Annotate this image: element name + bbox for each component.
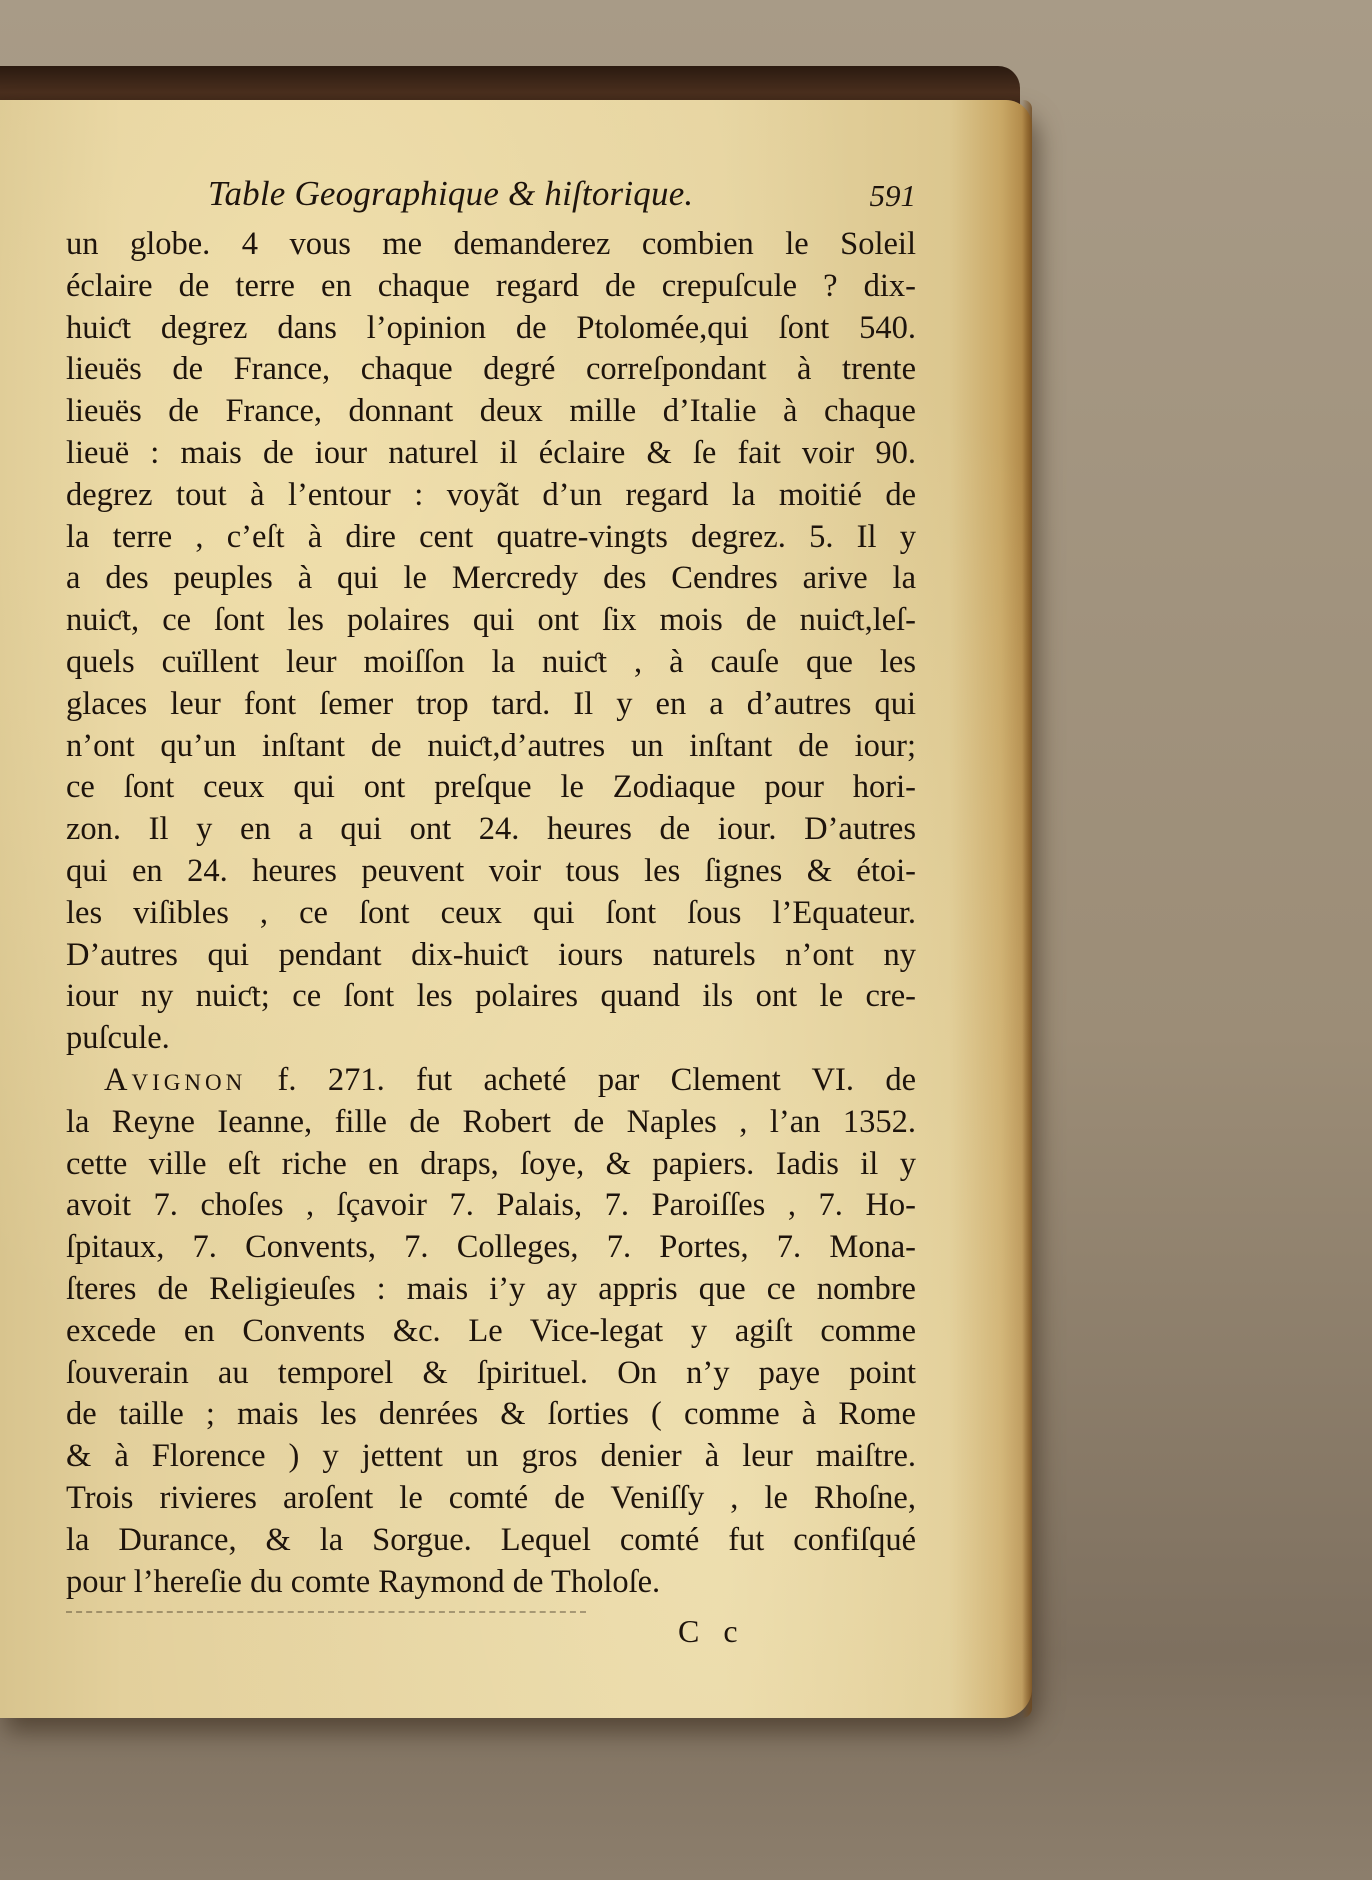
- text-line: de taille ; mais les denrées & ſorties ( comme à Rome: [66, 1396, 916, 1433]
- running-title: Table Geographique & hiſtorique.: [208, 174, 694, 213]
- text-line: n’ont qu’un inſtant de nuiƈt,d’autres un inſtant de iour;: [66, 727, 916, 764]
- paragraph-continuation: [66, 224, 916, 1060]
- text-line: & à Florence ) y jettent un gros denier à leur maiſtre.: [66, 1438, 916, 1475]
- text-line: D’autres qui pendant dix-huiƈt iours naturels n’ont ny: [66, 936, 916, 973]
- text-line: a des peuples à qui le Mercredy des Cendres arive la: [66, 560, 916, 597]
- text-block: [66, 174, 916, 1653]
- text-line: zon. Il y en a qui ont 24. heures de iour. D’autres: [66, 811, 916, 848]
- text-line: ſpitaux, 7. Convents, 7. Colleges, 7. Portes, 7. Mona-: [66, 1229, 916, 1266]
- text-line: un globe. 4 vous me demanderez combien le Soleil: [66, 226, 916, 262]
- text-line: ce ſont ceux qui ont preſque le Zodiaque pour hori-: [66, 769, 916, 806]
- text-line: puſcule.: [66, 1020, 170, 1057]
- text-line: nuiƈt, ce ſont les polaires qui ont ſix mois de nuiƈt,leſ-: [66, 602, 916, 639]
- text-line: excede en Convents &c. Le Vice-legat y agiſt comme: [66, 1312, 916, 1349]
- text-line: les viſibles , ce ſont ceux qui ſont ſous l’Equateur.: [66, 894, 916, 931]
- entry-headword: Avignon: [104, 1061, 247, 1098]
- text-line: huiƈt degrez dans l’opinion de Ptolomée,qui ſont 540.: [66, 309, 916, 346]
- footer-rule: [66, 1611, 586, 1613]
- book-page: [0, 100, 1032, 1718]
- text-line: la terre , c’eſt à dire cent quatre-vingts degrez. 5. Il y: [66, 518, 916, 555]
- entry-avignon: [66, 1060, 916, 1603]
- text-line: ſteres de Religieuſes : mais i’y ay appris que ce nombre: [66, 1270, 916, 1307]
- text-line: iour ny nuiƈt; ce ſont les polaires quand ils ont le cre-: [66, 978, 916, 1015]
- page-footer: [66, 1609, 916, 1653]
- text-line: ſouverain au temporel & ſpirituel. On n’y paye point: [66, 1354, 916, 1391]
- text-line: pour l’hereſie du comte Raymond de Tholoſe.: [66, 1563, 661, 1600]
- signature-mark: C c: [678, 1613, 746, 1650]
- text-line: éclaire de terre en chaque regard de crepuſcule ? dix-: [66, 267, 916, 304]
- text-line: quels cuïllent leur moiſſon la nuiƈt , à cauſe que les: [66, 643, 916, 680]
- text-line: qui en 24. heures peuvent voir tous les ſignes & étoi-: [66, 852, 916, 889]
- text-line: Trois rivieres aroſent le comté de Veniſſy , le Rhoſne,: [66, 1479, 916, 1516]
- text-line: cette ville eſt riche en draps, ſoye, & papiers. Iadis il y: [66, 1145, 916, 1182]
- text-line: lieuë : mais de iour naturel il éclaire & ſe fait voir 90.: [66, 434, 916, 471]
- text-line: glaces leur font ſemer trop tard. Il y en a d’autres qui: [66, 685, 916, 722]
- entry-first-line-text: f. 271. fut acheté par Clement VI. de: [246, 1061, 916, 1098]
- entry-first-line: [66, 1060, 916, 1102]
- text-line: la Reyne Ieanne, fille de Robert de Naples , l’an 1352.: [66, 1103, 916, 1140]
- text-line: la Durance, & la Sorgue. Lequel comté fut confiſqué: [66, 1521, 916, 1558]
- page-number: 591: [869, 178, 916, 213]
- running-head: [66, 174, 916, 224]
- text-line: avoit 7. choſes , ſçavoir 7. Palais, 7. Paroiſſes , 7. Ho-: [66, 1187, 916, 1224]
- text-line: lieuës de France, chaque degré correſpondant à trente: [66, 351, 916, 388]
- text-line: degrez tout à l’entour : voyãt d’un regard la moitié de: [66, 476, 916, 513]
- text-line: lieuës de France, donnant deux mille d’Italie à chaque: [66, 393, 916, 430]
